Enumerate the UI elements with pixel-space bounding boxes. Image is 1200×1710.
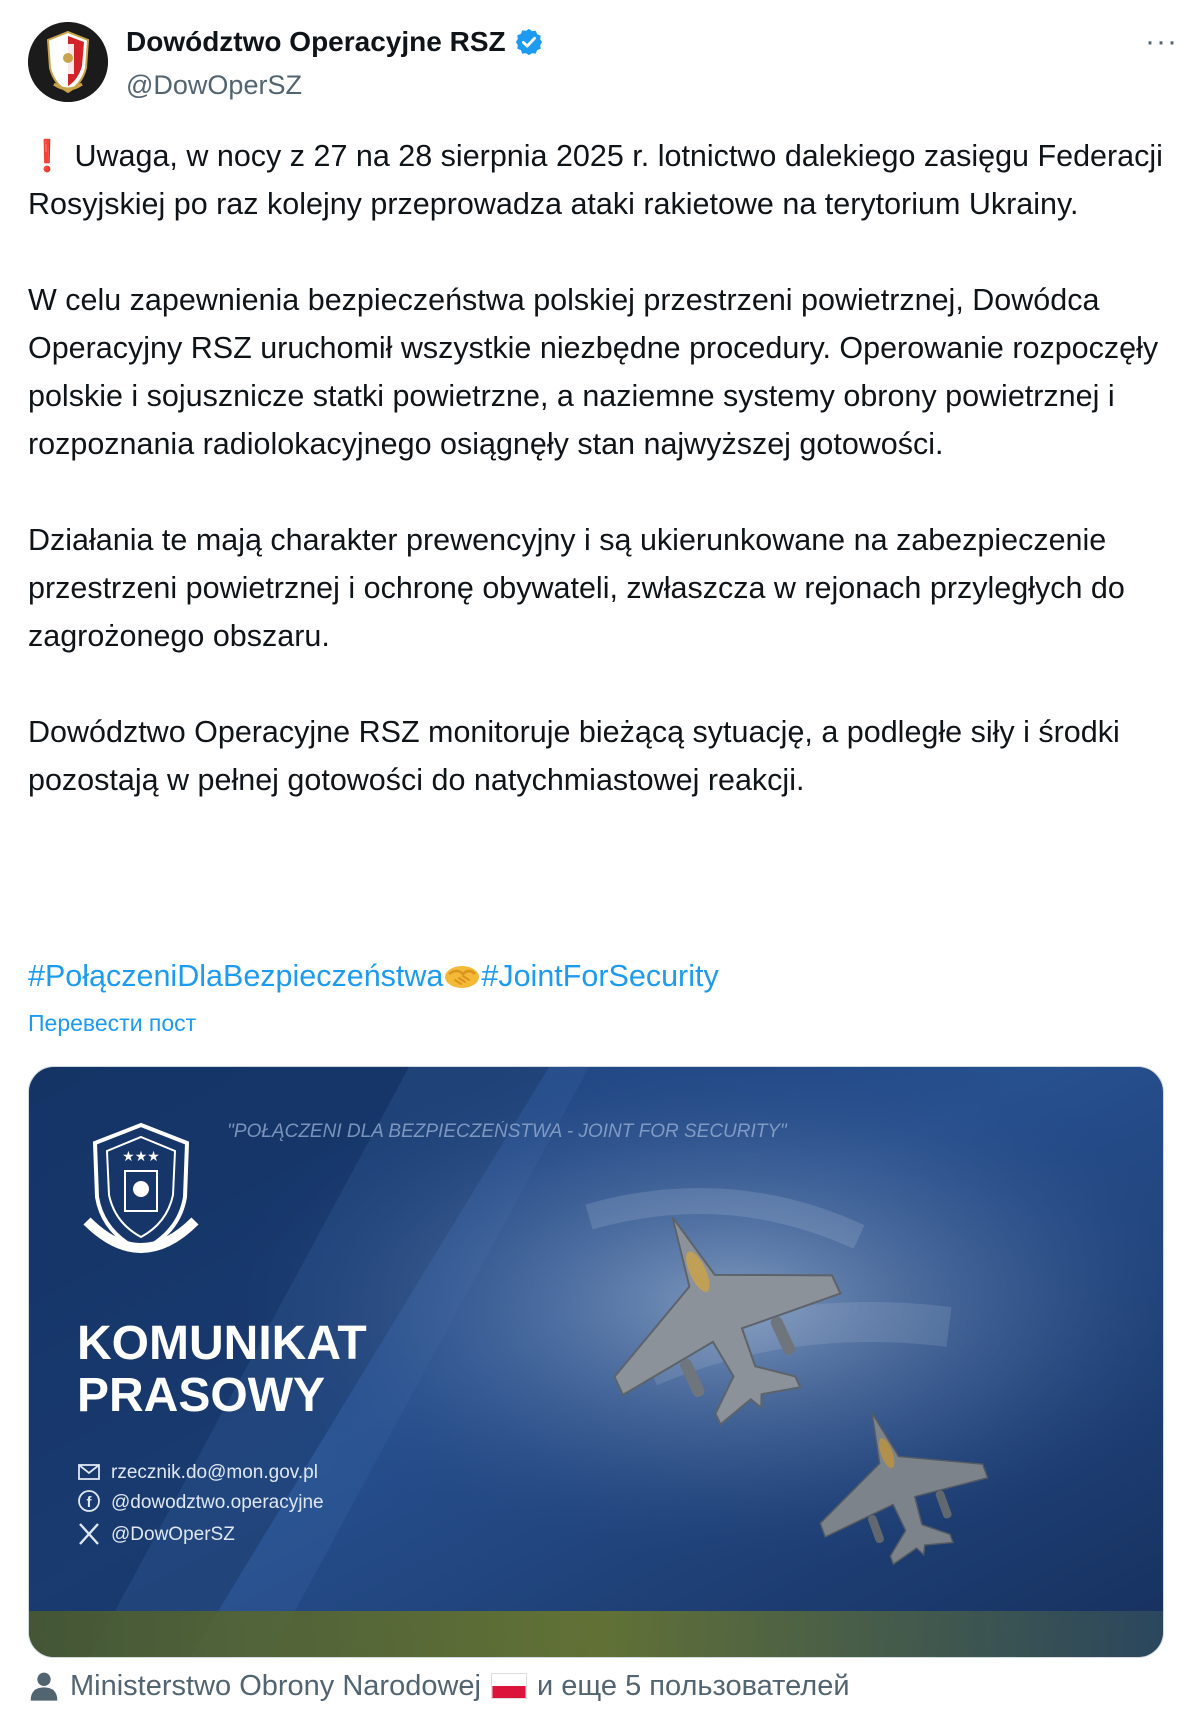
post-paragraph-1 bbox=[28, 132, 1178, 228]
tagged-user-name[interactable]: Ministerstwo Obrony Narodowej bbox=[70, 1669, 481, 1702]
person-icon bbox=[28, 1670, 60, 1702]
hashtag-line bbox=[28, 952, 719, 1000]
poland-flag-icon bbox=[491, 1673, 527, 1699]
media-slogan: "POŁĄCZENI DLA BEZPIECZEŃSTWA - JOINT FOR SECURITY" bbox=[227, 1121, 787, 1142]
avatar[interactable] bbox=[28, 22, 108, 102]
press-release-image[interactable] bbox=[28, 1066, 1164, 1658]
post-paragraph-3: Działania te mają charakter prewencyjny i są ukierunkowane na zabezpieczenie przestrzeni powietrznej i ochronę obywateli, zwłaszcza w rejonach przyległych do zagrożonego obszaru. bbox=[28, 523, 1125, 653]
post-header bbox=[28, 22, 1178, 112]
shield-logo-icon bbox=[28, 22, 108, 102]
contact-email: rzecznik.do@mon.gov.pl bbox=[111, 1462, 318, 1483]
translate-post-link[interactable]: Перевести пост bbox=[28, 1010, 197, 1036]
post-paragraph-4: Dowództwo Operacyjne RSZ monitoruje bieżącą sytuację, a podległe siły i środki pozostają w pełnej gotowości do natychmiastowej reakcji. bbox=[28, 715, 1120, 797]
media-title-line-2: PRASOWY bbox=[77, 1369, 326, 1422]
paragraph-1-text: Uwaga, w nocy z 27 na 28 sierpnia 2025 r. lotnictwo dalekiego zasięgu Federacji Rosyjskiej po raz kolejny przeprowadza ataki rakietowe na terytorium Ukrainy. bbox=[28, 139, 1163, 221]
post-paragraph-2: W celu zapewnienia bezpieczeństwa polskiej przestrzeni powietrznej, Dowódca Operacyjny RSZ uruchomił wszystkie niezbędne procedury. Operowanie rozpoczęły polskie i sojusznicze statki powietrzne, a naziemne systemy obrony powietrznej i rozpoznania radiolokacyjnego osiągnęły stan najwyższej gotowości. bbox=[28, 283, 1159, 461]
hashtag-link-1[interactable]: #PołączeniDlaBezpieczeństwa bbox=[28, 959, 444, 993]
author-display-name[interactable]: Dowództwo Operacyjne RSZ bbox=[126, 26, 506, 57]
alert-emoji-icon: ❗ bbox=[28, 139, 66, 173]
tagged-others[interactable]: и еще 5 пользователей bbox=[536, 1669, 850, 1702]
media-title-line-1: KOMUNIKAT bbox=[77, 1317, 367, 1370]
svg-text:★★★: ★★★ bbox=[122, 1149, 160, 1165]
handshake-icon bbox=[443, 960, 481, 992]
hashtag-link-2[interactable]: #JointForSecurity bbox=[481, 959, 719, 993]
contact-x: @DowOperSZ bbox=[111, 1524, 235, 1545]
more-options-icon[interactable]: ··· bbox=[1145, 25, 1178, 58]
press-release-graphic bbox=[29, 1067, 1164, 1658]
post-body bbox=[28, 132, 1178, 852]
verified-badge-icon bbox=[514, 27, 544, 57]
author-name-row bbox=[126, 26, 544, 58]
tagged-users-row[interactable] bbox=[28, 1664, 850, 1708]
author-handle[interactable]: @DowOperSZ bbox=[126, 70, 302, 100]
contact-facebook: @dowodztwo.operacyjne bbox=[111, 1492, 324, 1513]
svg-text:f: f bbox=[86, 1494, 92, 1511]
